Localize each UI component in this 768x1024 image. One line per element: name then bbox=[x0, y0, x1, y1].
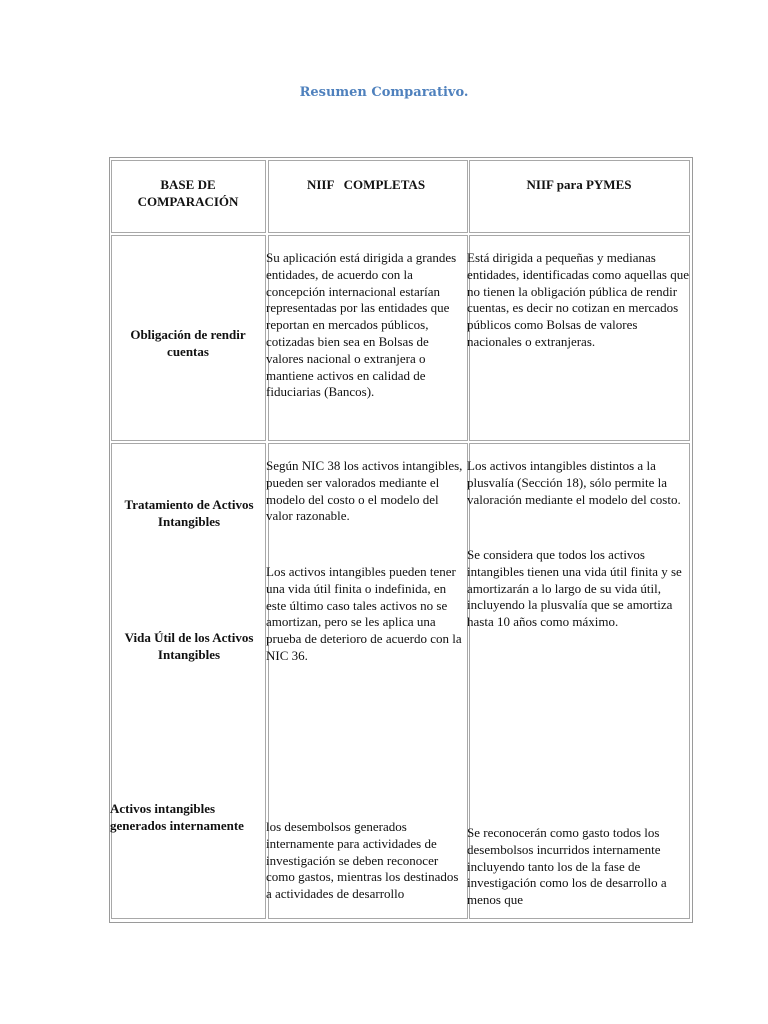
header-cell-niif-pymes bbox=[469, 160, 690, 233]
row-text-niif-completas-vida-util: Los activos intangibles pueden tener una vida útil finita o indefinida, en este último caso tales activos no se amortizan, pero se les aplica una prueba de deterioro de acuerdo con la NIC 36. bbox=[266, 564, 462, 663]
row-text-niif-completas-generados: los desembolsos generados internamente para actividades de investigación se deben reconocer como gastos, mientras los destinados a actividades de desarrollo bbox=[266, 819, 459, 902]
header-niif-completas: NIIF COMPLETAS bbox=[306, 177, 426, 192]
row-text-niif-pymes-vida-util: Se considera que todos los activos intangibles tienen una vida útil finita y se amortizarán a lo largo de su vida útil, incluyendo la plusvalía que se amortiza hasta 10 años como máximo. bbox=[467, 547, 682, 630]
row-text-niif-completas-obligacion: Su aplicación está dirigida a grandes entidades, de acuerdo con la concepción internacional estarían representadas por las entidades que reportan en mercados públicos, cotizadas bien sea en Bolsas de valores nacional o extranjera o mantiene activos en calidad de fiduciarias (Bancos). bbox=[266, 250, 457, 400]
row-label-vida-util: Vida Útil de los Activos Intangibles bbox=[124, 630, 254, 662]
header-niif-pymes: NIIF para PYMES bbox=[526, 177, 632, 192]
row-label-obligacion: Obligación de rendir cuentas bbox=[130, 327, 246, 359]
row-text-niif-pymes-obligacion: Está dirigida a pequeñas y medianas entidades, identificadas como aquellas que no tienen la obligación pública de rendir cuentas, es decir no cotizan en mercados públicos como Bolsas de valores nacionales o extranjeras. bbox=[467, 250, 690, 349]
row-label-generados-internamente: Activos intangibles generados internamente bbox=[110, 801, 244, 833]
row-text-niif-pymes-tratamiento: Los activos intangibles distintos a la plusvalía (Sección 18), sólo permite la valoración mediante el modelo del costo. bbox=[467, 458, 681, 507]
header-base-comparacion: BASE DE COMPARACIÓN bbox=[137, 177, 239, 209]
header-cell-niif-completas bbox=[268, 160, 468, 233]
row-text-niif-pymes-generados: Se reconocerán como gasto todos los desembolsos incurridos internamente incluyendo tanto los de la fase de investigación como los de desarrollo a menos que bbox=[467, 825, 667, 908]
row-label-tratamiento: Tratamiento de Activos Intangibles bbox=[124, 497, 254, 529]
row-text-niif-completas-tratamiento: Según NIC 38 los activos intangibles, pueden ser valorados mediante el modelo del costo o el modelo del valor razonable. bbox=[266, 458, 463, 524]
document-title: Resumen Comparativo. bbox=[299, 85, 469, 100]
